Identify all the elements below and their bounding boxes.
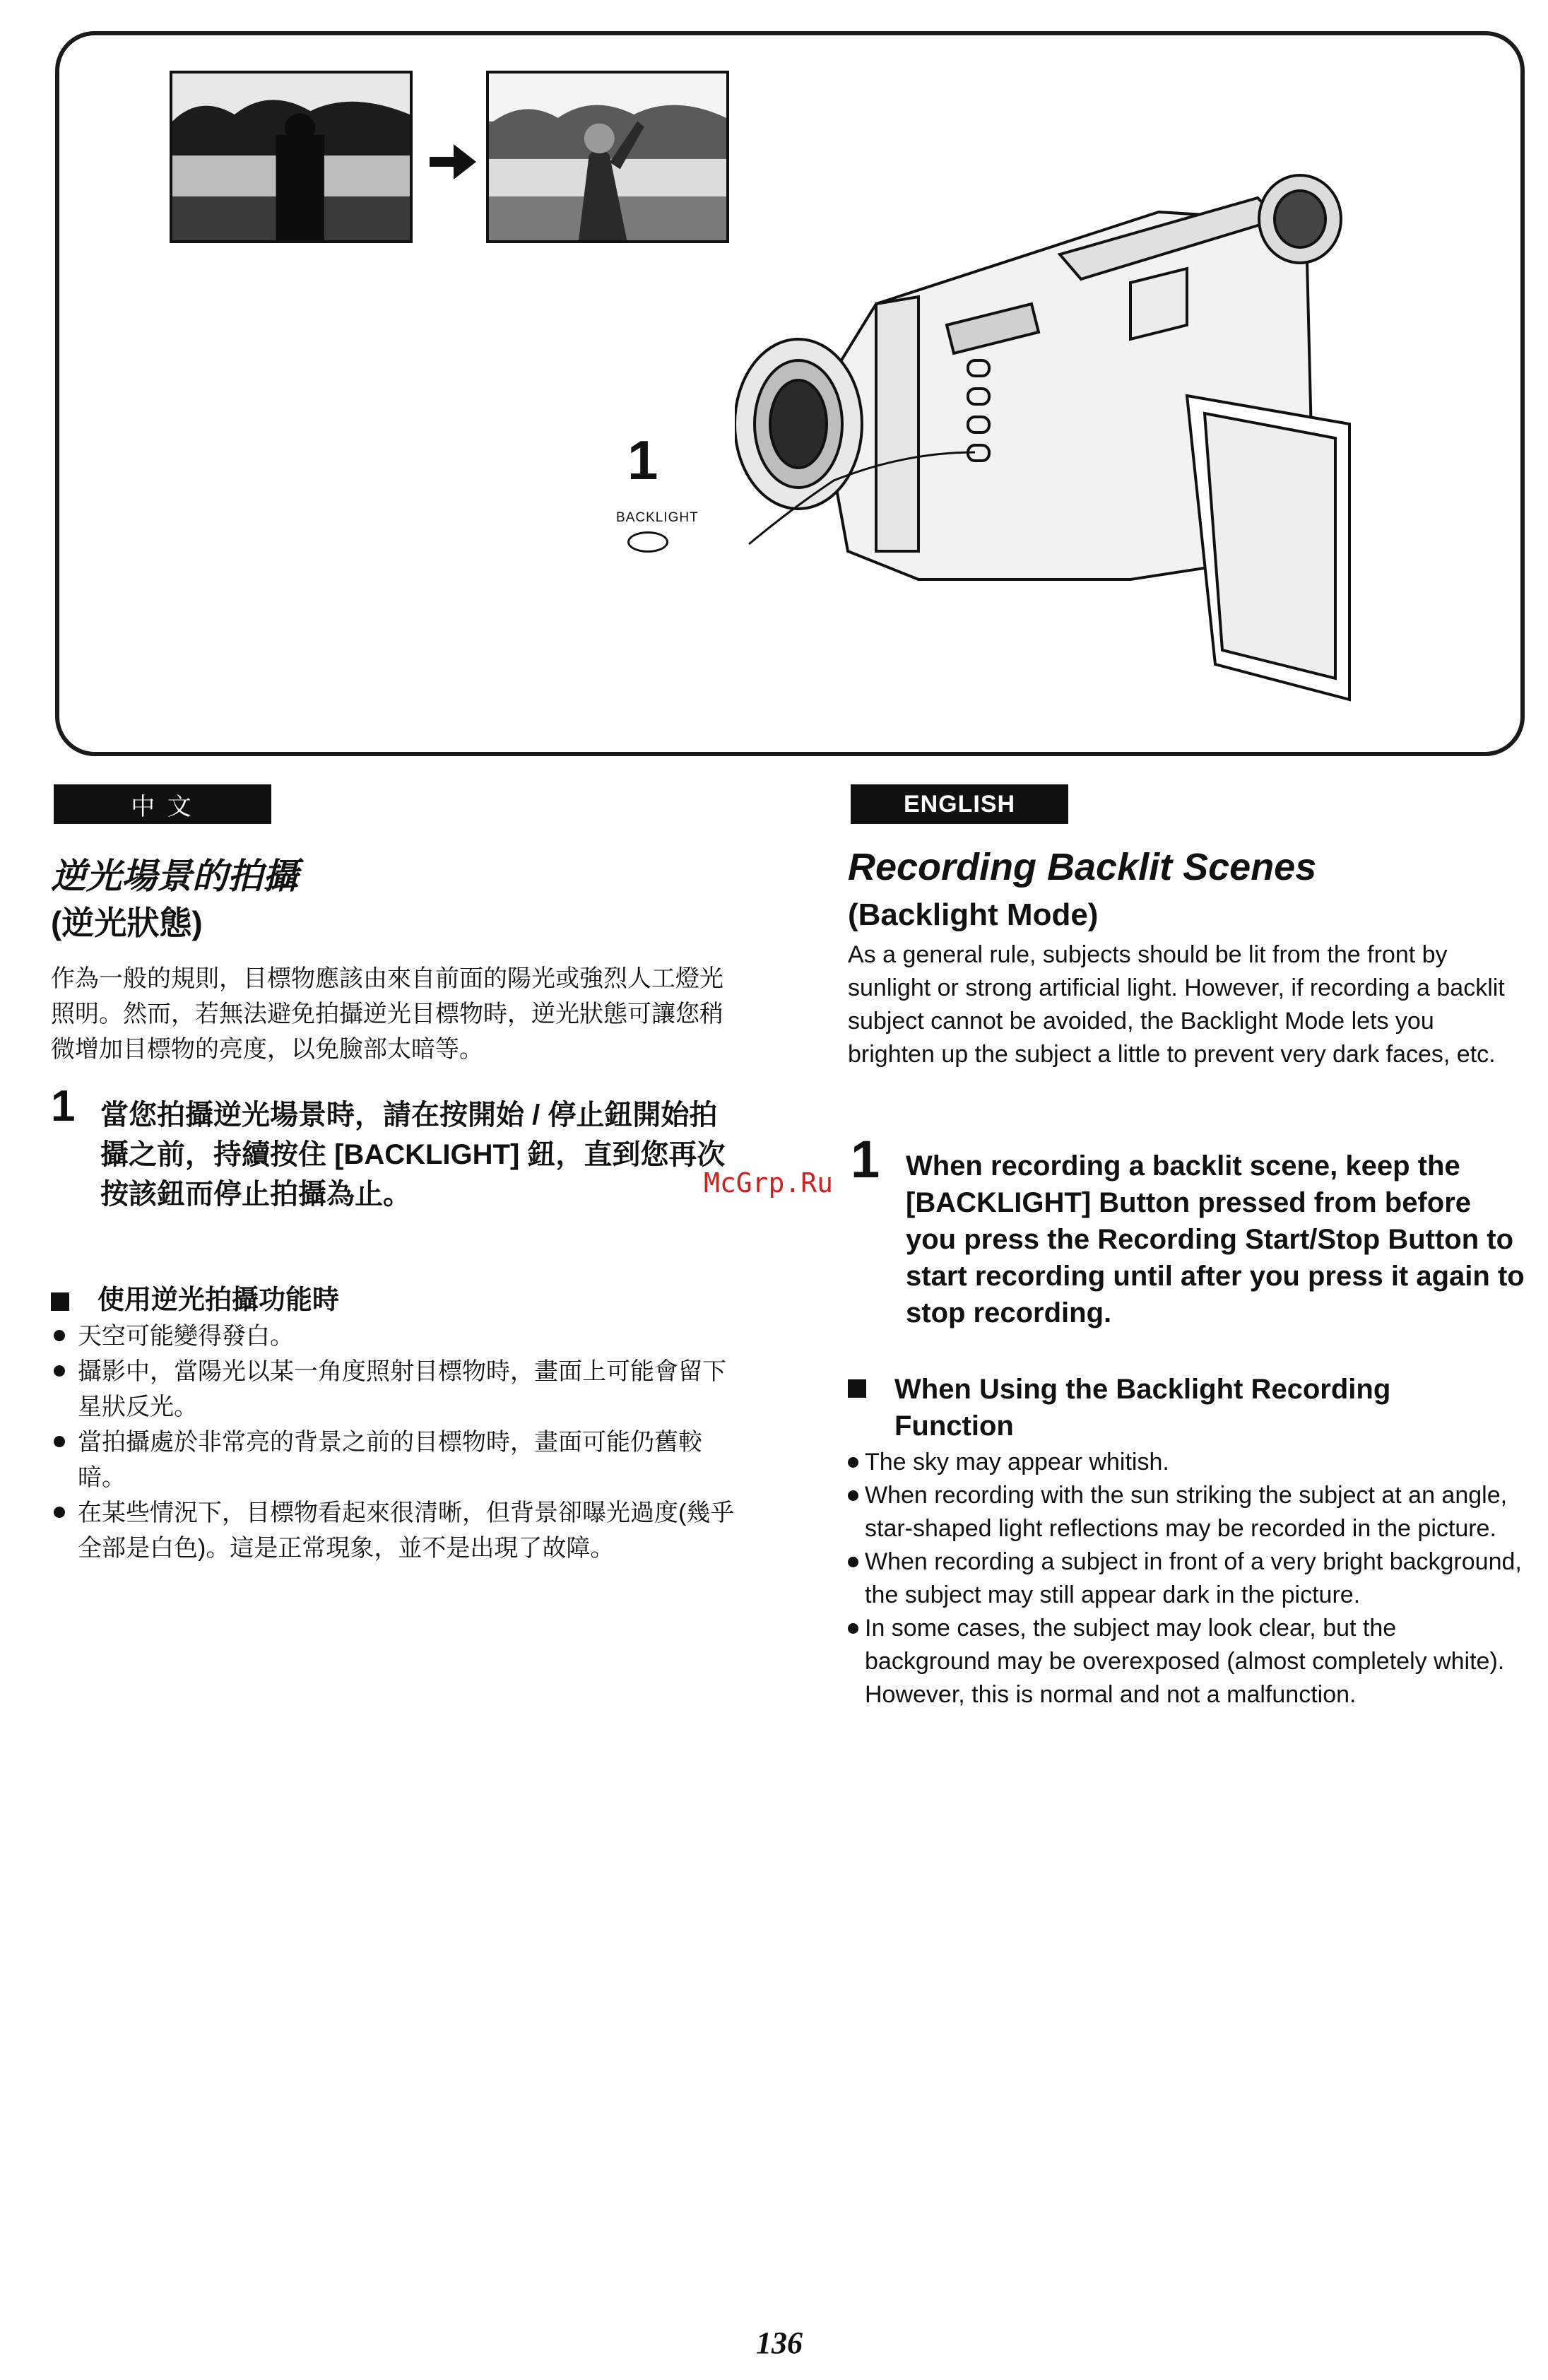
list-item-text: When recording with the sun striking the subject at an angle, star-shaped light reflections may be recorded in the picture. xyxy=(865,1482,1508,1542)
figure-step-callout: 1 xyxy=(627,429,658,491)
chinese-sub-heading-text: 使用逆光拍攝功能時 xyxy=(98,1285,340,1315)
list-item xyxy=(848,1612,1526,1712)
bullet-dot-icon xyxy=(54,1330,65,1341)
chinese-step-number: 1 xyxy=(51,1082,76,1131)
chinese-title: 逆光場景的拍攝 xyxy=(51,856,298,896)
list-item-text: 天空可能變得發白。 xyxy=(78,1323,294,1350)
english-step-number: 1 xyxy=(851,1130,880,1189)
english-intro: As a general rule, subjects should be lit from the front by sunlight or strong artificial light. However, if recording a backlit subject cannot be avoided, the Backlight Mode lets you brighten up the subject a little to prevent very dark faces, etc. xyxy=(848,941,1505,1068)
list-item xyxy=(51,1425,743,1495)
list-item xyxy=(51,1354,743,1425)
tab-english: ENGLISH xyxy=(851,784,1068,824)
list-item-text: 攝影中，當陽光以某一角度照射目標物時，畫面上可能會留下星狀反光。 xyxy=(78,1358,726,1420)
list-item xyxy=(848,1479,1526,1545)
bullet-dot-icon xyxy=(54,1436,65,1447)
list-item-text: 在某些情況下，目標物看起來很清晰，但背景卻曝光過度(幾乎全部是白色)。這是正常現象，並不是出現了故障。 xyxy=(78,1500,735,1562)
bullet-dot-icon xyxy=(848,1557,858,1567)
chinese-subtitle: (逆光狀態) xyxy=(51,905,203,941)
list-item-text: In some cases, the subject may look clear, but the background may be overexposed (almost completely white). However, this is normal and not a malfunction. xyxy=(865,1615,1505,1708)
list-item-text: The sky may appear whitish. xyxy=(865,1449,1169,1475)
watermark: McGrp.Ru xyxy=(704,1167,834,1198)
english-bullet-list xyxy=(848,1446,1526,1712)
bullet-dot-icon xyxy=(54,1365,65,1377)
bullet-dot-icon xyxy=(848,1490,858,1501)
camcorder-illustration xyxy=(735,155,1364,721)
bullet-dot-icon xyxy=(54,1507,65,1518)
chinese-bullet-list xyxy=(51,1319,743,1566)
english-sub-heading-text: When Using the Backlight Recording Function xyxy=(894,1374,1391,1442)
list-item xyxy=(848,1446,1526,1479)
english-sub-heading xyxy=(848,1371,1484,1444)
english-title: Recording Backlit Scenes xyxy=(848,846,1317,888)
list-item-text: 當拍攝處於非常亮的背景之前的目標物時，畫面可能仍舊較暗。 xyxy=(78,1429,702,1491)
backlit-photo-after xyxy=(486,71,729,243)
list-item xyxy=(848,1545,1526,1612)
backlit-photo-before xyxy=(170,71,413,243)
square-bullet-icon xyxy=(848,1379,866,1398)
arrow-right-icon xyxy=(430,144,476,179)
bullet-dot-icon xyxy=(848,1623,858,1634)
english-subtitle: (Backlight Mode) xyxy=(848,897,1099,932)
chinese-sub-heading xyxy=(51,1278,339,1316)
tab-chinese: 中 文 xyxy=(54,784,271,824)
chinese-intro: 作為一般的規則，目標物應該由來自前面的陽光或強烈人工燈光照明。然而，若無法避免拍攝逆光目標物時，逆光狀態可讓您稍微增加目標物的亮度，以免臉部太暗等。 xyxy=(51,965,723,1063)
square-bullet-icon xyxy=(51,1292,69,1311)
chinese-step-text: 當您拍攝逆光場景時，請在按開始 / 停止鈕開始拍攝之前，持續按住 [BACKLIGHT] 鈕，直到您再次按該鈕而停止拍攝為止。 xyxy=(100,1100,726,1210)
backlight-button-icon xyxy=(627,531,668,553)
english-step-text: When recording a backlit scene, keep the [BACKLIGHT] Button pressed from before you press the Recording Start/Stop Button to start recording until after you press it again to stop recording. xyxy=(906,1150,1525,1329)
list-item xyxy=(51,1319,743,1354)
bullet-dot-icon xyxy=(848,1457,858,1468)
list-item xyxy=(51,1495,743,1566)
list-item-text: When recording a subject in front of a very bright background, the subject may still appear dark in the picture. xyxy=(865,1548,1522,1608)
backlight-button-label: BACKLIGHT xyxy=(616,510,699,525)
page-number: 136 xyxy=(756,2326,803,2360)
